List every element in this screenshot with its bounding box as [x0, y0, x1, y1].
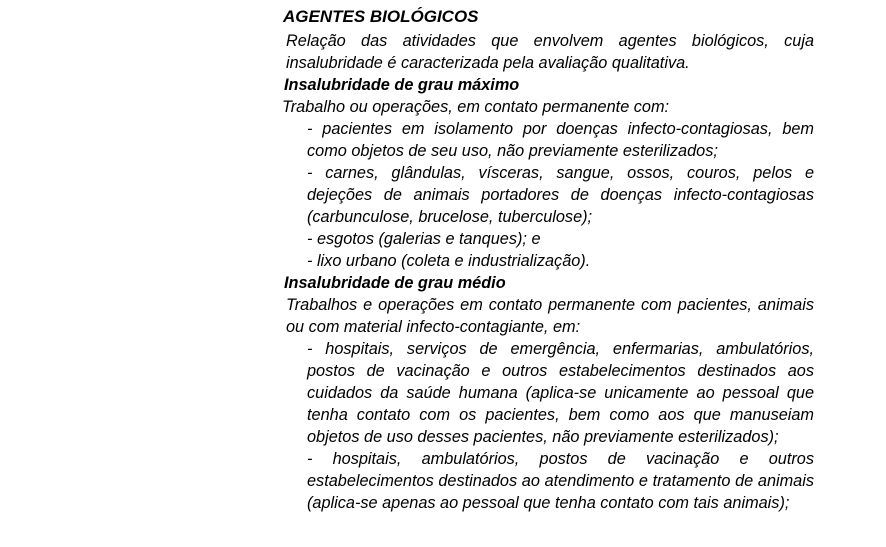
list-item: - esgotos (galerias e tanques); e: [307, 230, 541, 248]
intro-paragraph: Relação das atividades que envolvem agentes biológicos, cuja insalubridade é caracterizada pela avaliação qualitativa.: [286, 32, 814, 72]
list-item: - carnes, glândulas, vísceras, sangue, ossos, couros, pelos e dejeções de animais portadores de doenças infecto-contagiosas (carbunculose, brucelose, tuberculose);: [307, 164, 814, 226]
list-item: - lixo urbano (coleta e industrialização).: [307, 252, 591, 270]
list-item: - hospitais, serviços de emergência, enfermarias, ambulatórios, postos de vacinação e outros estabelecimentos destinados aos cuidados da saúde humana (aplica-se unicamente ao pessoal que tenha contato com os pacientes, bem como aos que manuseiam objetos de uso desses pacientes, não previamente esterilizados);: [307, 340, 814, 446]
list-item: - pacientes em isolamento por doenças infecto-contagiosas, bem como objetos de seu uso, não previamente esterilizados;: [307, 120, 814, 160]
list-item: - hospitais, ambulatórios, postos de vacinação e outros estabelecimentos destinados ao atendimento e tratamento de animais (aplica-se apenas ao pessoal que tenha contato com tais animais);: [307, 450, 814, 512]
document-body: [282, 6, 814, 514]
section-heading-grau-maximo: Insalubridade de grau máximo: [284, 76, 520, 94]
document-title: AGENTES BIOLÓGICOS: [283, 7, 479, 26]
item-list-grau-maximo: [282, 118, 814, 272]
section-grau-maximo: [282, 74, 814, 272]
section-lead-grau-maximo: Trabalho ou operações, em contato permanente com:: [282, 98, 670, 116]
item-list-grau-medio: [282, 338, 814, 514]
section-grau-medio: [282, 272, 814, 514]
section-heading-grau-medio: Insalubridade de grau médio: [284, 274, 506, 292]
section-lead-grau-medio: Trabalhos e operações em contato permanente com pacientes, animais ou com material infecto-contagiante, em:: [286, 296, 814, 336]
